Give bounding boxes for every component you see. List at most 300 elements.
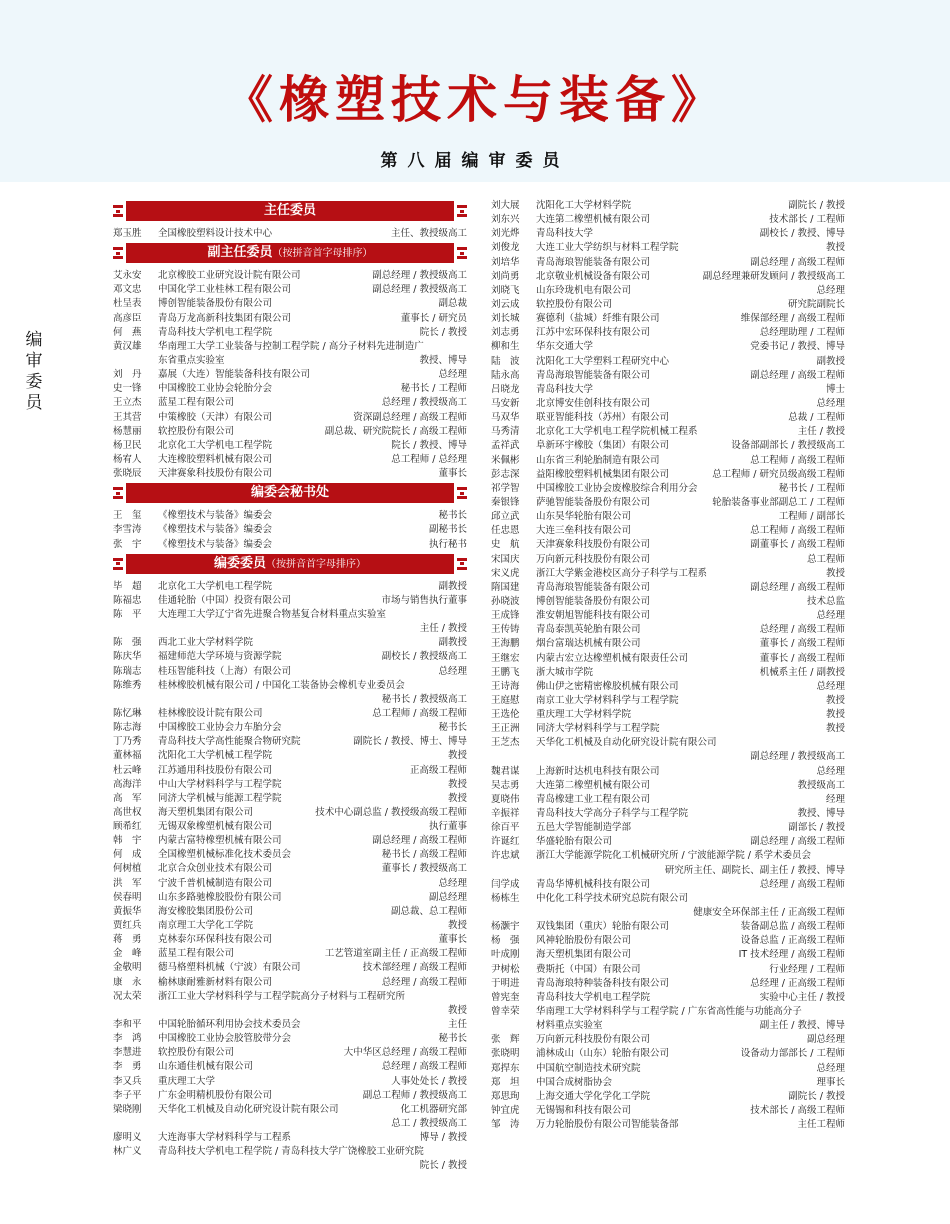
member-name: 黄振华 bbox=[113, 905, 142, 917]
member-position: 教授 bbox=[447, 920, 467, 932]
member-name: 高海洋 bbox=[113, 778, 142, 790]
member-organization: 中山大学材料科学与工程学院 bbox=[158, 778, 282, 790]
member-name: 林广义 bbox=[113, 1146, 142, 1158]
member-row bbox=[491, 934, 845, 948]
member-organization: 沈阳化工大学机械工程学院 bbox=[158, 750, 273, 762]
member-name: 梁晓刚 bbox=[113, 1103, 142, 1115]
member-name: 陈 平 bbox=[113, 608, 142, 620]
member-organization: 南京工业大学材料科学与工程学院 bbox=[536, 694, 679, 706]
member-organization: 蓝星工程有限公司 bbox=[158, 948, 235, 960]
member-name: 李慧进 bbox=[113, 1047, 142, 1059]
member-position: 主任 / 教授 bbox=[419, 623, 467, 635]
member-position: 副秘书长 bbox=[428, 524, 467, 536]
member-organization: 德马格塑料机械（宁波）有限公司 bbox=[158, 962, 301, 974]
section-title-text: 副主任委员 bbox=[207, 245, 273, 261]
member-organization: 浙江工业大学材料科学与工程学院高分子材料与工程研究所 bbox=[158, 990, 406, 1002]
member-row bbox=[113, 1032, 467, 1046]
member-row bbox=[491, 864, 845, 878]
ornament-bar bbox=[457, 214, 467, 217]
member-name: 王庭慰 bbox=[491, 694, 520, 706]
member-name: 况太荣 bbox=[113, 990, 142, 1002]
member-position: 秘书长 / 教授级高工 bbox=[381, 693, 467, 705]
member-name: 杨慧丽 bbox=[113, 425, 142, 437]
member-position: 秘书长 bbox=[438, 510, 467, 522]
member-row bbox=[113, 820, 467, 834]
member-position: 总经理 bbox=[438, 877, 467, 889]
member-row bbox=[113, 283, 467, 297]
member-organization: 中国合成树脂协会 bbox=[536, 1076, 613, 1088]
member-name: 张晓辰 bbox=[113, 468, 142, 480]
member-organization: 烟台富瑞达机械有限公司 bbox=[536, 638, 641, 650]
member-name: 刘培华 bbox=[491, 256, 520, 268]
member-name: 毕 超 bbox=[113, 580, 142, 592]
member-row bbox=[491, 835, 845, 849]
member-row bbox=[491, 340, 845, 354]
member-position: 主任 / 教授 bbox=[797, 426, 845, 438]
member-name: 秦银锋 bbox=[491, 496, 520, 508]
section-title bbox=[126, 243, 454, 264]
member-organization: 同济大学机械与能源工程学院 bbox=[158, 792, 282, 804]
member-organization: 风神轮胎股份有限公司 bbox=[536, 935, 632, 947]
member-row bbox=[491, 736, 845, 750]
member-row bbox=[113, 411, 467, 425]
member-name: 王成锋 bbox=[491, 610, 520, 622]
member-organization: 全国橡塑机械标准化技术委员会 bbox=[158, 849, 292, 861]
member-row bbox=[491, 920, 845, 934]
section-chair bbox=[113, 201, 467, 221]
member-row bbox=[491, 1033, 845, 1047]
member-name: 吴志勇 bbox=[491, 779, 520, 791]
member-row bbox=[491, 977, 845, 991]
member-organization: 浙江大学紫金港校区高分子科学与工程系 bbox=[536, 567, 708, 579]
member-organization: 桂林橡胶设计院有限公司 bbox=[158, 707, 263, 719]
member-row bbox=[113, 636, 467, 650]
member-organization: 万向新元科技股份有限公司 bbox=[536, 553, 651, 565]
ornament-bar bbox=[113, 487, 123, 490]
member-organization: 北京橡胶工业研究设计院有限公司 bbox=[158, 270, 301, 282]
side-label: 编审委员 bbox=[25, 330, 43, 413]
member-organization: 中国橡胶工业协会废橡胶综合利用分会 bbox=[536, 482, 698, 494]
member-organization: 《橡塑技术与装备》编委会 bbox=[158, 524, 273, 536]
section-title-text: 主任委员 bbox=[263, 203, 316, 218]
member-row bbox=[491, 524, 845, 538]
member-name: 廖明义 bbox=[113, 1132, 142, 1144]
member-row bbox=[491, 1019, 845, 1033]
member-position: 总工程师 bbox=[806, 553, 845, 565]
member-position: 教授 bbox=[447, 792, 467, 804]
ornament-bar bbox=[113, 496, 123, 499]
member-position: 设备动力部部长 / 工程师 bbox=[740, 1048, 845, 1060]
member-organization: 大连第二橡塑机械有限公司 bbox=[536, 779, 651, 791]
member-position: 大中华区总经理 / 高级工程师 bbox=[343, 1047, 467, 1059]
member-organization: 嘉展（大连）智能装备科技有限公司 bbox=[158, 369, 311, 381]
member-row bbox=[491, 326, 845, 340]
member-row bbox=[113, 735, 467, 749]
member-organization: 万向新元科技股份有限公司 bbox=[536, 1034, 651, 1046]
member-organization: 沈阳化工大学塑料工程研究中心 bbox=[536, 355, 670, 367]
section-title-text: 编委委员 bbox=[213, 555, 266, 571]
member-name: 金敬明 bbox=[113, 962, 142, 974]
member-name: 韩 宇 bbox=[113, 835, 142, 847]
member-position: 总工 / 教授级高工 bbox=[391, 1118, 467, 1130]
member-name: 宋义虎 bbox=[491, 567, 520, 579]
member-position: 总经理 bbox=[816, 765, 845, 777]
member-name: 王诗海 bbox=[491, 680, 520, 692]
member-organization: 青岛科技大学机电工程学院 bbox=[158, 326, 273, 338]
member-organization: 博创智能装备股份有限公司 bbox=[536, 595, 651, 607]
member-name: 孙晓波 bbox=[491, 595, 520, 607]
member-row bbox=[491, 623, 845, 637]
member-position: 教授、博导 bbox=[797, 808, 845, 820]
member-organization: 佛山伊之密精密橡胶机械有限公司 bbox=[536, 680, 679, 692]
member-organization: 蓝星工程有限公司 bbox=[158, 397, 235, 409]
member-position: 设备总监 / 正高级工程师 bbox=[740, 935, 845, 947]
member-row bbox=[491, 538, 845, 552]
member-position: 总经理 / 高级工程师 bbox=[759, 878, 845, 890]
member-row bbox=[113, 707, 467, 721]
member-position: 总经理 bbox=[438, 369, 467, 381]
member-organization: 华南理工大学工业装备与控制工程学院 / 高分子材料先进制造广 bbox=[158, 340, 424, 352]
member-position: 教授 bbox=[447, 778, 467, 790]
member-position: 董事长 / 教授级高工 bbox=[381, 863, 467, 875]
member-position: 技术部长 / 工程师 bbox=[769, 214, 845, 226]
member-row bbox=[491, 411, 845, 425]
member-organization: 青岛科技大学 bbox=[536, 383, 594, 395]
member-name: 李雪涛 bbox=[113, 524, 142, 536]
member-position: 装备副总监 / 高级工程师 bbox=[740, 921, 845, 933]
member-row bbox=[491, 963, 845, 977]
member-organization: 北京博安佳创科技有限公司 bbox=[536, 397, 651, 409]
member-organization: 萨驰智能装备股份有限公司 bbox=[536, 496, 651, 508]
member-position: 董事长 / 研究员 bbox=[400, 312, 467, 324]
member-row bbox=[113, 891, 467, 905]
member-position: 总裁 / 工程师 bbox=[788, 412, 845, 424]
member-position: 设备部副部长 / 教授级高工 bbox=[731, 440, 845, 452]
member-organization: 上海交通大学化学化工学院 bbox=[536, 1090, 651, 1102]
section-title bbox=[126, 483, 454, 503]
member-row bbox=[113, 919, 467, 933]
member-row bbox=[491, 807, 845, 821]
ornament-bar bbox=[460, 210, 464, 213]
member-organization: 海安橡胶集团股份公司 bbox=[158, 905, 254, 917]
member-row bbox=[491, 609, 845, 623]
member-position: 工程师 / 副部长 bbox=[778, 511, 845, 523]
member-row bbox=[491, 991, 845, 1005]
member-position: 主任 bbox=[447, 1019, 467, 1031]
member-organization: 内蒙古富特橡塑机械有限公司 bbox=[158, 835, 282, 847]
member-name: 艾永安 bbox=[113, 270, 142, 282]
member-organization: 北京化工大学机电工程学院 bbox=[158, 580, 273, 592]
member-row bbox=[113, 382, 467, 396]
member-position: 副院长 / 教授、博士、博导 bbox=[353, 736, 467, 748]
ornament-bar bbox=[113, 256, 123, 259]
member-row bbox=[491, 821, 845, 835]
member-row bbox=[113, 439, 467, 453]
member-name: 邹 涛 bbox=[491, 1119, 520, 1131]
member-organization: 青岛海琅特种装备科技有限公司 bbox=[536, 977, 670, 989]
member-position: IT 技术经理 / 高级工程师 bbox=[738, 949, 845, 961]
member-name: 杜呈表 bbox=[113, 298, 142, 310]
member-name: 刘晓飞 bbox=[491, 284, 520, 296]
member-position: 正高级工程师 bbox=[409, 764, 467, 776]
member-organization: 浙大城市学院 bbox=[536, 666, 594, 678]
member-position: 秘书长 / 高级工程师 bbox=[381, 849, 467, 861]
member-position: 副总经理 / 高级工程师 bbox=[750, 369, 845, 381]
member-position: 副总经理 bbox=[428, 891, 467, 903]
member-row bbox=[113, 396, 467, 410]
member-name: 李 鸿 bbox=[113, 1033, 142, 1045]
member-position: 副总工程师 / 教授级高工 bbox=[362, 1089, 467, 1101]
member-name: 刘志勇 bbox=[491, 327, 520, 339]
member-name: 曾幸荣 bbox=[491, 1006, 520, 1018]
member-organization: 桂珏智能科技（上海）有限公司 bbox=[158, 665, 292, 677]
member-name: 何 成 bbox=[113, 849, 142, 861]
member-row bbox=[113, 425, 467, 439]
member-name: 刘光烨 bbox=[491, 228, 520, 240]
member-organization: 青岛海琅智能装备有限公司 bbox=[536, 256, 651, 268]
member-name: 邓文忠 bbox=[113, 284, 142, 296]
member-name: 刘云成 bbox=[491, 298, 520, 310]
member-row bbox=[491, 637, 845, 651]
member-name: 陈忆琳 bbox=[113, 707, 142, 719]
member-position: 研究所主任、副院长、副主任 / 教授、博导 bbox=[664, 864, 845, 876]
member-row bbox=[113, 1103, 467, 1117]
member-position: 技术中心副总监 / 教授级高级工程师 bbox=[315, 806, 467, 818]
member-row bbox=[113, 523, 467, 537]
member-organization: 博创智能装备股份有限公司 bbox=[158, 298, 273, 310]
header-ornament bbox=[113, 558, 123, 570]
member-row bbox=[491, 708, 845, 722]
member-row bbox=[491, 750, 845, 764]
member-row bbox=[113, 269, 467, 283]
member-name: 王立杰 bbox=[113, 397, 142, 409]
member-row bbox=[491, 581, 845, 595]
member-organization: 上海新时达机电科技有限公司 bbox=[536, 765, 660, 777]
ornament-bar bbox=[113, 567, 123, 570]
member-row bbox=[113, 1131, 467, 1145]
member-row bbox=[491, 397, 845, 411]
member-organization: 青岛万龙高新科技集团有限公司 bbox=[158, 312, 292, 324]
member-name: 刘长城 bbox=[491, 313, 520, 325]
member-row bbox=[113, 1075, 467, 1089]
member-position: 总工程师 / 高级工程师 bbox=[750, 525, 845, 537]
member-organization: 山东多路驰橡胶股份有限公司 bbox=[158, 891, 282, 903]
member-name: 米佩彬 bbox=[491, 454, 520, 466]
member-name: 王选伦 bbox=[491, 709, 520, 721]
member-name: 王海鹏 bbox=[491, 638, 520, 650]
member-position: 机械系主任 / 副教授 bbox=[759, 666, 845, 678]
member-row bbox=[491, 948, 845, 962]
journal-title: 《橡塑技术与装备》 bbox=[223, 70, 727, 129]
member-name: 王继宏 bbox=[491, 652, 520, 664]
member-organization: 北京合众创业技术有限公司 bbox=[158, 863, 273, 875]
member-row bbox=[113, 650, 467, 664]
member-position: 秘书长 / 工程师 bbox=[400, 383, 467, 395]
member-name: 张晓明 bbox=[491, 1048, 520, 1060]
member-organization: 青岛科技大学机电工程学院 bbox=[536, 991, 651, 1003]
member-position: 副总经理 / 高级工程师 bbox=[372, 835, 467, 847]
member-organization: 华盛轮胎有限公司 bbox=[536, 836, 613, 848]
member-organization: 广东金明精机股份有限公司 bbox=[158, 1089, 273, 1101]
member-organization: 软控股份有限公司 bbox=[536, 298, 613, 310]
member-row bbox=[491, 1062, 845, 1076]
member-organization: 青岛海琅智能装备有限公司 bbox=[536, 581, 651, 593]
ornament-bar bbox=[460, 492, 464, 495]
member-position: 工艺管道室副主任 / 正高级工程师 bbox=[324, 948, 467, 960]
header-ornament bbox=[113, 205, 123, 217]
member-position: 副总裁、研究院院长 / 高级工程师 bbox=[324, 425, 467, 437]
member-position: 总经理 bbox=[816, 284, 845, 296]
member-position: 健康安全环保部主任 / 正高级工程师 bbox=[693, 907, 845, 919]
member-name: 许忠斌 bbox=[491, 850, 520, 862]
member-name: 高世权 bbox=[113, 806, 142, 818]
member-position: 副院长 / 教授 bbox=[788, 1090, 845, 1102]
member-name: 史一锋 bbox=[113, 383, 142, 395]
section-secretariat bbox=[113, 483, 467, 503]
member-name: 李和平 bbox=[113, 1019, 142, 1031]
member-row bbox=[491, 1104, 845, 1118]
member-name: 张 宇 bbox=[113, 538, 142, 550]
member-position: 秘书长 bbox=[438, 1033, 467, 1045]
member-position: 总经理助理 / 工程师 bbox=[759, 327, 845, 339]
member-name: 钟宜虎 bbox=[491, 1105, 520, 1116]
member-position: 副主任 / 教授、博导 bbox=[759, 1020, 845, 1032]
member-row bbox=[491, 284, 845, 298]
member-position: 教授、博导 bbox=[419, 354, 467, 366]
member-name: 杨 强 bbox=[491, 935, 520, 947]
member-row bbox=[113, 679, 467, 693]
member-row bbox=[113, 792, 467, 806]
member-name: 刘东兴 bbox=[491, 214, 520, 226]
member-organization: 江苏通用科技股份有限公司 bbox=[158, 764, 273, 776]
member-position: 副院长 / 教授 bbox=[788, 200, 845, 211]
member-position: 董事长 bbox=[438, 934, 467, 946]
member-row bbox=[491, 496, 845, 510]
member-name: 魏君谋 bbox=[491, 765, 520, 777]
member-position: 副教授 bbox=[438, 637, 467, 649]
member-position: 总经理 / 高级工程师 bbox=[759, 624, 845, 636]
member-name: 李 勇 bbox=[113, 1061, 142, 1073]
member-position: 董事长 / 高级工程师 bbox=[759, 638, 845, 650]
member-position: 教授 bbox=[825, 723, 845, 735]
member-organization: 软控股份有限公司 bbox=[158, 425, 235, 437]
member-name: 顾希红 bbox=[113, 821, 142, 833]
member-organization: 赛德利（盐城）纤维有限公司 bbox=[536, 313, 660, 325]
member-organization: 山东省三利轮胎制造有限公司 bbox=[536, 454, 660, 466]
member-organization: 华南理工大学材料科学与工程学院 / 广东省高性能与功能高分子 bbox=[536, 1006, 802, 1018]
member-organization: 中国化学工业桂林工程有限公司 bbox=[158, 284, 292, 296]
member-position: 院长 / 教授 bbox=[419, 326, 467, 338]
member-position: 总经理 bbox=[438, 665, 467, 677]
ornament-bar bbox=[116, 492, 120, 495]
member-position: 教授 bbox=[447, 750, 467, 762]
member-position: 轮胎装备事业部副总工 / 工程师 bbox=[712, 496, 845, 508]
member-row bbox=[491, 779, 845, 793]
member-organization: 宁波千普机械制造有限公司 bbox=[158, 877, 273, 889]
member-name: 王传铸 bbox=[491, 624, 520, 636]
member-row bbox=[113, 1060, 467, 1074]
member-name: 陈维秀 bbox=[113, 679, 142, 691]
member-name: 王鹏飞 bbox=[491, 666, 520, 678]
member-row bbox=[491, 439, 845, 453]
member-row bbox=[491, 652, 845, 666]
right-column bbox=[491, 199, 845, 1132]
ornament-bar bbox=[116, 562, 120, 565]
member-name: 许诞红 bbox=[491, 836, 520, 848]
member-position: 副总裁、总工程师 bbox=[390, 905, 467, 917]
member-organization: 克林泰尔环保科技有限公司 bbox=[158, 934, 273, 946]
member-organization: 北京化工大学机电工程学院 bbox=[158, 439, 273, 451]
member-organization: 大连第二橡塑机械有限公司 bbox=[536, 214, 651, 226]
member-organization: 沈阳化工大学材料学院 bbox=[536, 200, 632, 211]
member-row bbox=[113, 834, 467, 848]
member-row bbox=[113, 721, 467, 735]
member-organization: 无锡双象橡塑机械有限公司 bbox=[158, 821, 273, 833]
member-position: 院长 / 教授 bbox=[419, 1160, 467, 1172]
member-organization: 中国轮胎循环利用协会技术委员会 bbox=[158, 1019, 301, 1031]
member-row bbox=[491, 892, 845, 906]
member-organization: 北京化工大学机电工程学院机械工程系 bbox=[536, 426, 698, 438]
member-organization: 双钱集团（重庆）轮胎有限公司 bbox=[536, 921, 670, 933]
member-row bbox=[491, 383, 845, 397]
member-position: 董事长 / 高级工程师 bbox=[759, 652, 845, 664]
member-name: 杨卫民 bbox=[113, 439, 142, 451]
committee-subtitle: 第八届编审委员 bbox=[380, 151, 570, 171]
member-position: 总工程师 / 高级工程师 bbox=[750, 454, 845, 466]
member-position: 总经理 / 教授级高工 bbox=[381, 397, 467, 409]
ornament-bar bbox=[113, 214, 123, 217]
member-organization: 华东交通大学 bbox=[536, 341, 594, 353]
member-organization: 江苏中宏环保科技有限公司 bbox=[536, 327, 651, 339]
member-row bbox=[113, 1117, 467, 1131]
member-row bbox=[113, 947, 467, 961]
member-row bbox=[113, 693, 467, 707]
member-name: 陈庆华 bbox=[113, 651, 142, 663]
member-row bbox=[491, 793, 845, 807]
member-position: 教授 bbox=[447, 1004, 467, 1016]
member-row bbox=[491, 312, 845, 326]
member-organization: 无锡锡和科技有限公司 bbox=[536, 1105, 632, 1116]
member-organization: 万力轮胎股份有限公司智能装备部 bbox=[536, 1119, 679, 1131]
ornament-bar bbox=[457, 496, 467, 499]
member-name: 高 军 bbox=[113, 792, 142, 804]
member-organization: 青岛橡建工业工程有限公司 bbox=[536, 793, 651, 805]
member-name: 刘俊龙 bbox=[491, 242, 520, 254]
ornament-bar bbox=[116, 210, 120, 213]
member-row bbox=[113, 227, 467, 241]
member-position: 教授 bbox=[825, 567, 845, 579]
header-ornament bbox=[113, 487, 123, 499]
member-organization: 榆林康耐雅新材料有限公司 bbox=[158, 976, 273, 988]
member-name: 王 玺 bbox=[113, 510, 142, 522]
member-position: 副总经理 / 教授级高工 bbox=[750, 751, 845, 763]
member-name: 王其营 bbox=[113, 411, 142, 423]
member-name: 任忠恩 bbox=[491, 525, 520, 537]
member-name: 郑玉胜 bbox=[113, 228, 142, 239]
member-position: 主任、教授级高工 bbox=[390, 228, 467, 239]
member-row bbox=[491, 694, 845, 708]
member-organization: 南京理工大学化工学院 bbox=[158, 920, 254, 932]
member-position: 总经理 bbox=[816, 1062, 845, 1074]
member-position: 教授 bbox=[825, 242, 845, 254]
member-position: 总经理 bbox=[816, 680, 845, 692]
member-organization: 海天塑机集团有限公司 bbox=[536, 949, 632, 961]
member-position: 副部长 / 教授 bbox=[788, 822, 845, 834]
member-row bbox=[491, 256, 845, 270]
member-name: 李子平 bbox=[113, 1089, 142, 1101]
member-position: 教授 bbox=[825, 694, 845, 706]
member-row bbox=[113, 326, 467, 340]
